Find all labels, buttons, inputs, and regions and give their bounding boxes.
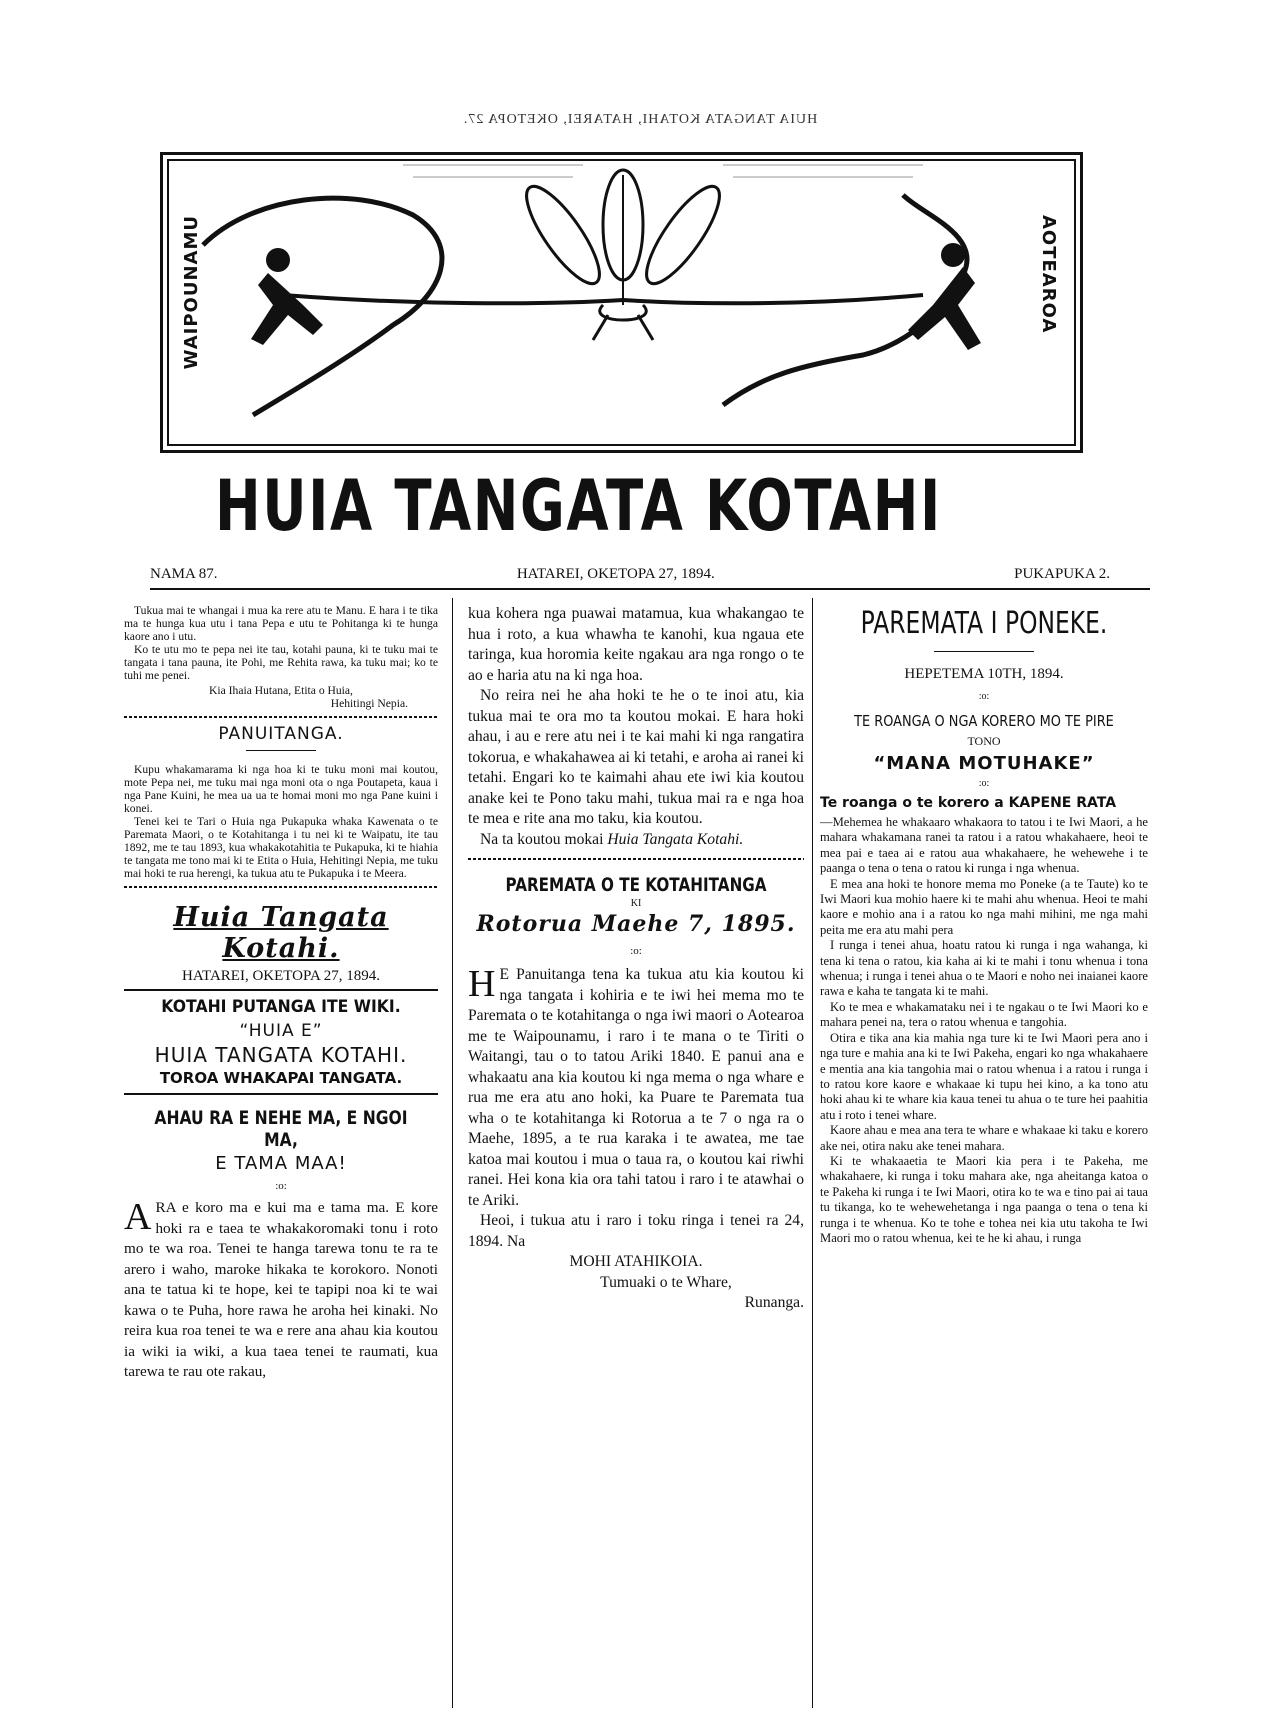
notice-block (124, 763, 438, 880)
masthead-banner (160, 152, 1083, 453)
article-signoff (468, 830, 804, 851)
column-3-title: PAREMATA I PONEKE. (860, 606, 1108, 641)
speaker-name: KAPENE RATA (1008, 795, 1117, 811)
column-divider (452, 598, 453, 1708)
closing-line: Heoi, i tukua atu i raro i toku ringa i tenei ra 24, 1894. Na (468, 1212, 804, 1250)
south-island-outline (203, 198, 442, 415)
report-subtitle: TE ROANGA O NGA KORERO MO TE PIRE (854, 712, 1114, 730)
section-subtitle: Rotorua Maehe 7, 1895. (476, 911, 796, 937)
signatory-role-2: Runanga. (744, 1294, 804, 1311)
masthead-title: HUIA TANGATA KOTAHI (215, 465, 942, 547)
toroa-heading: TOROA WHAKAPAI TANGATA. (159, 1069, 403, 1087)
speech-body (820, 815, 1148, 1246)
intro-block (124, 604, 438, 710)
speaker-heading (820, 795, 1148, 811)
speech-paragraph: I runga i tenei ahua, hoatu ratou ki runga i nga wahanga, ki tena ki tena o ratou, kia kaha ai ki te mahi i tonu whenua i tona whenua; i runga i tenei ahua o te Maori e noho nei inaianei kaore rawa e kaha te tangata ki te mahi. (820, 938, 1148, 999)
volume-number: PUKAPUKA 2. (1014, 566, 1110, 582)
article-text: RA e koro ma e kui ma e tama ma. E kore hoki ra e taea te whakakoromaki tonu i roto mo te wa roa. Tenei te hanga tarewa tonu te ra te arero i waho, maroke hikaka te korokoro. Nonoti ana te tatua ki te hope, kei te tapipi noa ki te wai kawa o te Puha, hore rawa he aroha hei kinaki. No reira kua roa tenei te wa e rere ana ahau kia koutou ia wiki ia wiki, a kua taea tenei te raumati, kua tarewa te rau ote rakau, (124, 1199, 438, 1380)
paper-date: HATAREI, OKETOPA 27, 1894. (124, 968, 438, 991)
wavy-rule (124, 886, 438, 888)
separator: :o: (978, 691, 990, 702)
separator: :o: (630, 945, 642, 957)
feather-right (635, 177, 731, 293)
intro-paragraph: Tukua mai te whangai i mua ka rere atu te Manu. E hara i te tika ma te hunga kua utu i tana Pepa e utu te Pohitanga ki te hunga kaore ano i utu. (124, 604, 438, 643)
weekly-heading: KOTAHI PUTANGA ITE WIKI. (161, 997, 401, 1017)
signoff-lead: Na ta koutou mokai (480, 830, 604, 848)
dateline-rule (150, 588, 1150, 590)
paper-title: Huia Tangata Kotahi. (173, 902, 389, 964)
article-paragraph: No reira nei he aha hoki te he o te inoi atu, kia tukua mai te ora mo ta koutou mokai. E hara hoki ahau, i au e rere atu nei i te kai mahi ki nga rangatira tokorua, e whakahawea ai ki tetahi, e aroha ai ranei ki tetahi. Engari ko te kaimahi ahau ete iwi kia koutou anake kei te Pono taku mahi, tukua mai ra e nga hoa te mea e rite ana mo taku, kia koutou. (468, 687, 804, 827)
huia-tangata-heading: HUIA TANGATA KOTAHI. (154, 1043, 408, 1067)
notice-paragraph: Tenei kei te Tari o Huia nga Pukapuka whaka Kawenata o te Paremata Maori, o te Kotahitanga i tu nei ki te Waipatu, ite tau 1892, me te tau 1893, kua whakakotahitia te Pukapuka, ki te hiahia te tangata me tono mai ki te Etita o Huia, Hehitingi Nepia, me tuku mai hoki te rua herengi, ka tukua atu te Pukapuka i te Meera. (124, 815, 438, 880)
continued-article (468, 604, 804, 850)
intro-signature: Kia Ihaia Hutana, Etita o Huia, (209, 684, 353, 697)
notice-paragraph: Kupu whakamarama ki nga hoa ki te tuku moni mai koutou, mote Pepa nei, me tuku mai nga moni ota o nga Poutapeta, kaua i nga Pane Kuini, he mea ua ua te homai moni mo nga Pane kuini i konei. (124, 763, 438, 815)
banner-right-label: AOTEAROA (1038, 215, 1059, 334)
article-title-2: E TAMA MAA! (215, 1153, 347, 1174)
rope-knot (593, 305, 653, 340)
notice-title: PANUITANGA. (218, 724, 344, 744)
signatory: MOHI ATAHIKOIA. (569, 1253, 703, 1270)
article-title-1: AHAU RA E NEHE MA, E NGOI MA, (154, 1107, 408, 1151)
signatory-role: Tumuaki o te Whare, (600, 1273, 732, 1291)
speech-paragraph: Otira e tika ana kia mahia nga ture ki te Iwi Maori pera ano i nga ture e mahia ana ki te Iwi Pakeha, engari ko nga whakahaere e mentia ana kia tangohia mai o ratou whenua i a ratou i runga i to ratou kore kaore e whakaae ki tupu hei kino, a ka tono atu hoki ahau ki te whare kia kaua tenei tu ahua o te ture hei paahitia atu i roto i tenei whare. (820, 1030, 1148, 1122)
speech-paragraph: Kaore ahau e mea ana tera te whare e whakaae ki taku e korero ake nei, otira naku ake tenei mahara. (820, 1123, 1148, 1153)
speech-paragraph: —Mehemea he whakaaro whakaora to tatou i te Iwi Maori, a he mahara whakamana ranei ta ratou i a ratou whakahaere, heoi te mea pai e taea ai e ratou aua whakahaere, he wehewehe i te paanga o tena o tena o ratou ki runga i nga whenua. (820, 815, 1148, 876)
mirrored-running-head: HUIA TANGATA KOTAHI, HATAREI, OKETOPA 27. (462, 112, 818, 127)
notice-text: E Panuitanga tena ka tukua atu kia koutou ki nga tangata i kohiria e te iwi hei mema mo te Paremata o te kotahitanga o nga iwi maori o Aotearoa me te Waipounamu, i raro i te mana o te Tiriti o Waitangi, tau o to tatou Ariki 1840. E panui ana e whakaatu ana kia koutou ki nga mema o nga whare e rua me era atu ano hoki, ka Puare te Paremata tua wha o te kotahitanga ki Rotorua a te 7 o nga ra o Maehe, 1895, a te rua karaka i te awatea, me tae katoa mai koutou i mua o taua ra, o koutou kai riwhi ranei. Hei kona kia ora tahi tatou i raro i te atawhai o te Ariki. (468, 966, 804, 1209)
drop-cap: H (468, 963, 496, 1005)
wavy-rule (468, 858, 804, 860)
column-divider (812, 598, 813, 1708)
wavy-rule (124, 716, 438, 718)
article-body (124, 1198, 438, 1383)
separator: :o: (275, 1180, 287, 1192)
notice-body (468, 965, 804, 1314)
huia-e-heading: “HUIA E” (239, 1021, 323, 1041)
intro-signature-place: Hehitingi Nepia. (330, 697, 408, 710)
section-title: PAREMATA O TE KOTAHITANGA (505, 874, 767, 896)
intro-paragraph: Ko te utu mo te pepa nei ite tau, kotahi pauna, ki te tuku mai te tangata i tana pauna, ite Pohi, me Rehita rawa, ka tuku mai; ko te tuhi me penei. (124, 643, 438, 682)
signoff-italic: Huia Tangata Kotahi. (607, 830, 744, 848)
section-ki: KI (630, 898, 642, 909)
speaker-lead: Te roanga o te korero a (820, 795, 1004, 811)
speech-paragraph: Ki te whakaaetia te Maori kia pera i te Pakeha, me whakahaere, ki runga i toku mahara ake, nga aheitanga katoa o te Pakeha ki runga i te Iwi Maori, otira ko te wa e tino pai ai taua tu tikanga, ko te wehewehetanga i nga paanga o tena o tena ki runga i te whenua. Ko te tohe e tohea nei kia utu takoha te Iwi Maori mo o ratou whenua, kei te he ki ahau, i runga (820, 1153, 1148, 1245)
column-2 (468, 604, 804, 1314)
report-date: HEPETEMA 10TH, 1894. (904, 666, 1064, 682)
separator: :o: (978, 778, 990, 789)
column-1 (124, 604, 438, 1383)
issue-number: NAMA 87. (150, 566, 218, 582)
tug-of-war-illustration (163, 155, 1080, 450)
rope (283, 295, 923, 303)
feather-left (515, 177, 611, 293)
issue-date: HATAREI, OKETOPA 27, 1894. (516, 566, 715, 582)
tono-label: TONO (967, 734, 1001, 748)
rule (124, 1093, 438, 1095)
short-rule (246, 750, 316, 751)
short-rule (934, 651, 1034, 652)
dateline (150, 566, 1110, 583)
drop-cap: A (124, 1196, 152, 1238)
column-3 (820, 604, 1148, 1246)
bill-name: “MANA MOTUHAKE” (873, 753, 1095, 774)
speech-paragraph: E mea ana hoki te honore mema mo Poneke (a te Taute) ko te Iwi Maori kua mohio haere ki te mahi ahu whenua. Heoi te mahi kaore e mohio ana i a ratou ko nga mahi mihini, me nga mahi peita me era atu mahi pera (820, 876, 1148, 937)
speech-paragraph: Ko te mea e whakamataku nei i te ngakau o te Iwi Maori ko e mahara penei na, tera o ratou whenua e tangohia. (820, 999, 1148, 1030)
banner-left-label: WAIPOUNAMU (181, 215, 202, 370)
continued-text: kua kohera nga puawai matamua, kua whakangao te hua i roto, a kua whawha te kanohi, kua ngaua ete taringa, kua horomia keite ngakau ara nga rongo o te ao e haria atu na ki nga hoa. (468, 605, 804, 684)
